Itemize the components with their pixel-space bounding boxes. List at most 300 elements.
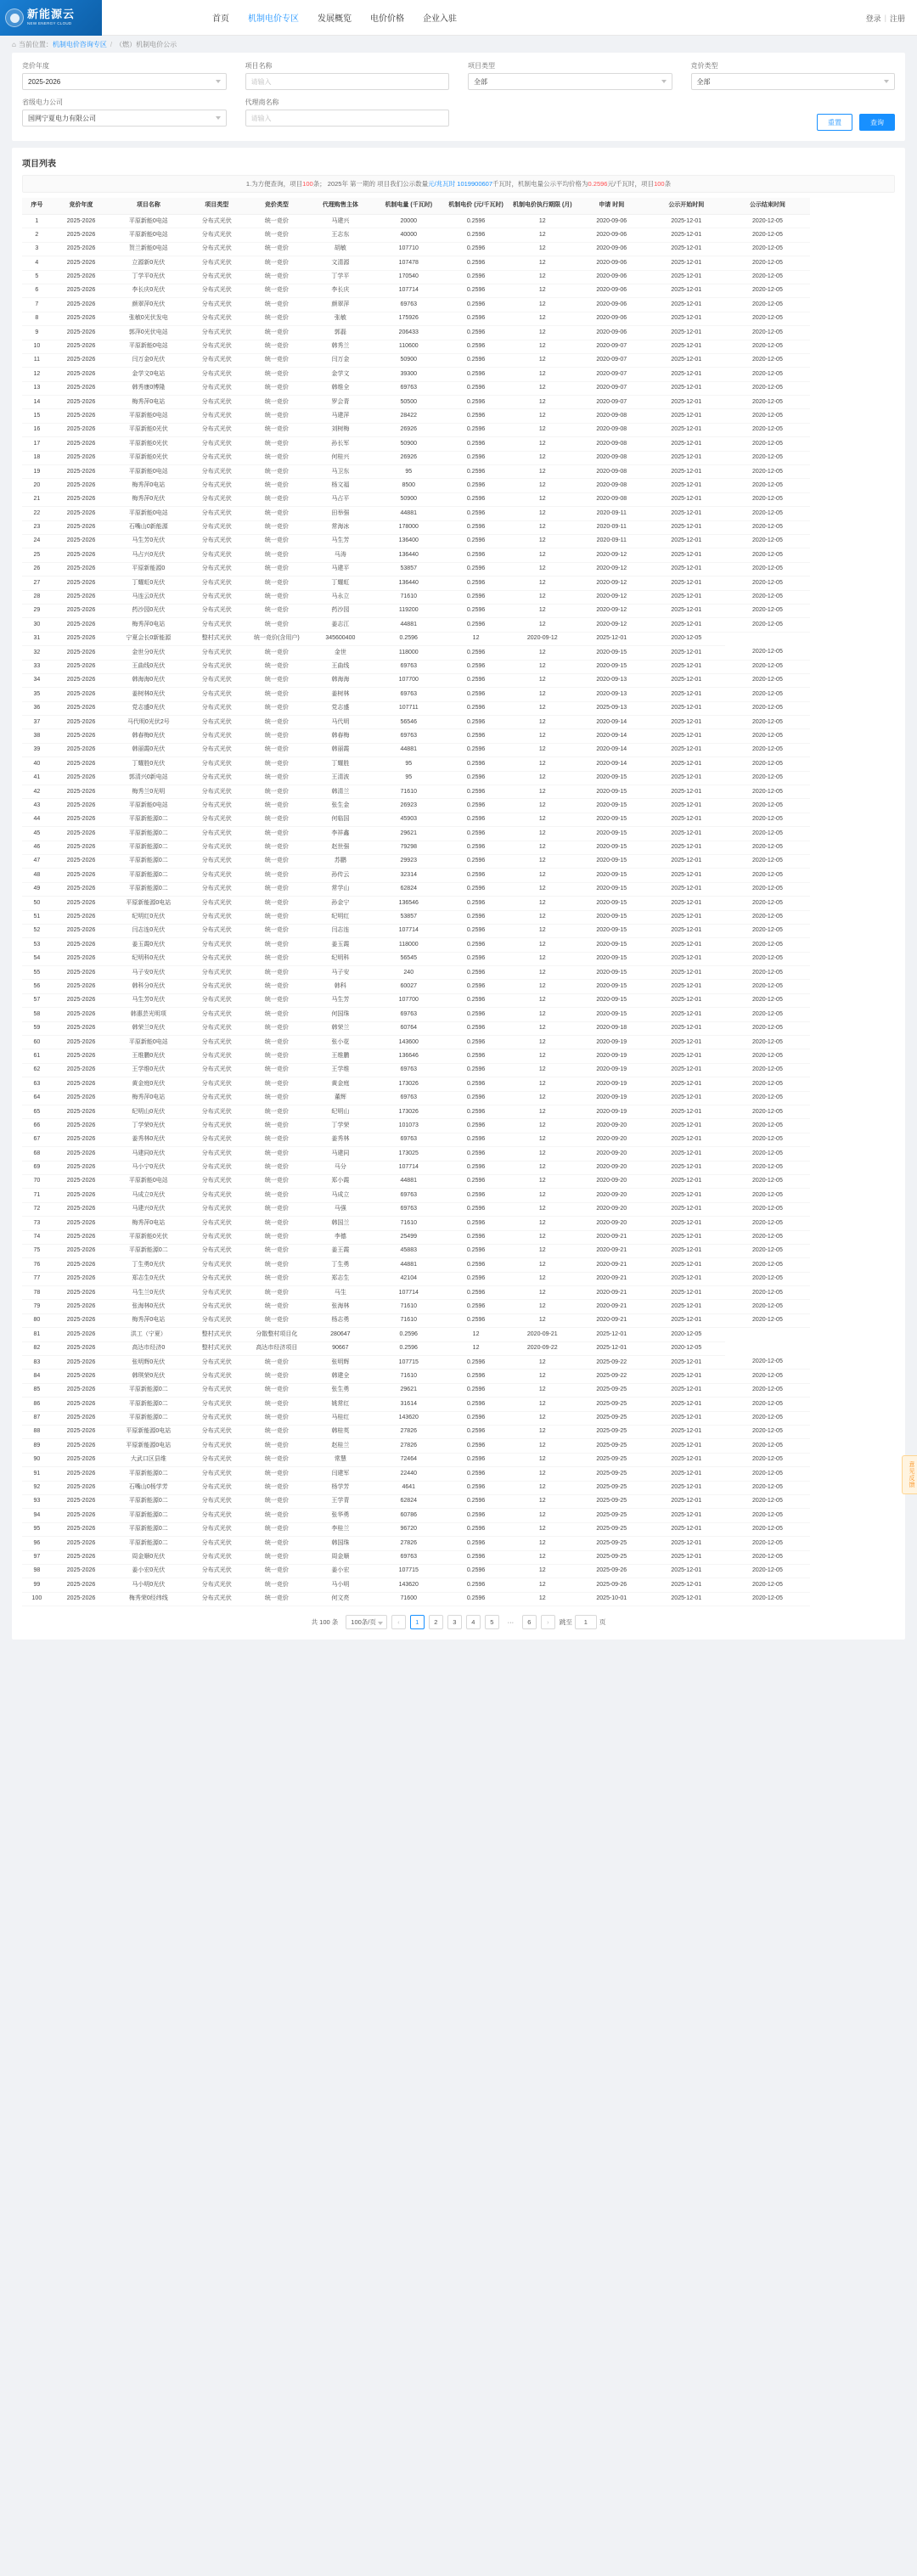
cell-c7: 0.2596 xyxy=(442,1509,509,1522)
cell-c2: 平原新能0电站 xyxy=(110,1174,186,1188)
cell-c5: 王志东 xyxy=(307,228,374,242)
cell-c11: 2020-12-05 xyxy=(725,242,810,256)
cell-c2: 平原新能0光伏 xyxy=(110,423,186,436)
table-row[interactable] xyxy=(22,980,895,993)
cell-c2: 贺兰新能0电站 xyxy=(110,242,186,256)
cell-c6: 136646 xyxy=(374,1049,442,1063)
table-row[interactable] xyxy=(22,1578,895,1592)
table-row[interactable] xyxy=(22,423,895,436)
cell-c6: 143600 xyxy=(374,1036,442,1049)
cell-c5: 马强 xyxy=(307,1202,374,1216)
cell-c2: 张敏0光伏发电 xyxy=(110,312,186,325)
table-row[interactable] xyxy=(22,966,895,980)
cell-c7: 0.2596 xyxy=(442,1398,509,1411)
table-row[interactable] xyxy=(22,910,895,924)
table-row[interactable] xyxy=(22,1161,895,1174)
cell-c6: 240 xyxy=(374,966,442,980)
table-row[interactable] xyxy=(22,882,895,896)
cell-c8: 12 xyxy=(509,660,576,673)
cell-c0: 27 xyxy=(22,577,52,590)
cell-c9: 2020-09-19 xyxy=(576,1036,648,1049)
cell-c0: 19 xyxy=(22,465,52,479)
table-row[interactable] xyxy=(22,548,895,562)
cell-c3: 分布式光伏 xyxy=(186,312,247,325)
cell-c0: 41 xyxy=(22,771,52,785)
cell-c8: 12 xyxy=(509,312,576,325)
nav-item-price-zone[interactable]: 机制电价专区 xyxy=(248,14,299,24)
cell-c8: 12 xyxy=(509,771,576,785)
table-row[interactable] xyxy=(22,1063,895,1077)
power-company-select[interactable] xyxy=(22,110,227,127)
nav-item-price[interactable]: 电价价格 xyxy=(370,14,404,24)
site-logo[interactable] xyxy=(0,0,102,36)
login-link[interactable]: 登录 xyxy=(865,14,881,23)
cell-c10: 2025-12-01 xyxy=(648,688,725,701)
agency-name-input[interactable] xyxy=(245,110,450,127)
cell-c2: 石嘴山0新能源 xyxy=(110,520,186,534)
cell-c7: 0.2596 xyxy=(442,437,509,451)
table-row[interactable] xyxy=(22,396,895,409)
cell-c9: 2020-09-12 xyxy=(576,562,648,576)
table-row[interactable] xyxy=(22,451,895,464)
table-row[interactable] xyxy=(22,1077,895,1091)
cell-c4: 统一竞价 xyxy=(247,326,307,340)
cell-c6: 25499 xyxy=(374,1230,442,1244)
cell-c2: 郭萍0光伏电站 xyxy=(110,326,186,340)
cell-c2: 平原新能源0二 xyxy=(110,1244,186,1257)
cell-c6: 119200 xyxy=(374,604,442,617)
table-row[interactable] xyxy=(22,1021,895,1035)
table-row[interactable] xyxy=(22,381,895,395)
table-row[interactable] xyxy=(22,1230,895,1244)
cell-c2: 韩秀康0博隆 xyxy=(110,381,186,395)
cell-c6: 107714 xyxy=(374,1286,442,1300)
cell-c10: 2025-12-01 xyxy=(648,423,725,436)
cell-c5: 张海林 xyxy=(307,1300,374,1313)
cell-c5: 丁学荣 xyxy=(307,1119,374,1133)
cell-c5: 党志盛 xyxy=(307,701,374,715)
cell-c4: 统一竞价 xyxy=(247,353,307,367)
cell-c10: 2025-12-01 xyxy=(648,1522,725,1536)
project-name-input[interactable] xyxy=(245,73,450,90)
cell-c7: 0.2596 xyxy=(442,1008,509,1021)
cell-c9: 2020-09-07 xyxy=(576,396,648,409)
cell-c10: 2025-12-01 xyxy=(648,1509,725,1522)
table-row[interactable] xyxy=(22,1119,895,1133)
cell-c8: 12 xyxy=(509,1036,576,1049)
pagination-page-1[interactable]: 1 xyxy=(410,1615,425,1629)
table-row[interactable] xyxy=(22,1147,895,1161)
cell-c8: 12 xyxy=(509,813,576,826)
breadcrumb-item-current: （燃）机制电价公示 xyxy=(115,40,177,48)
table-row[interactable] xyxy=(22,660,895,673)
cell-c5: 丁耀虹 xyxy=(307,577,374,590)
table-row[interactable] xyxy=(22,854,895,868)
table-row[interactable] xyxy=(22,228,895,242)
projects-table xyxy=(22,198,895,1606)
cell-c9: 2020-09-15 xyxy=(576,910,648,924)
cell-c10: 2025-12-01 xyxy=(648,673,725,687)
cell-c5: 闫志连 xyxy=(307,924,374,937)
cell-c0: 25 xyxy=(22,548,52,562)
table-row[interactable] xyxy=(22,1300,895,1313)
cell-c11: 2020-12-05 xyxy=(725,604,810,617)
cell-c2: 李长庆0光伏 xyxy=(110,284,186,297)
table-row[interactable] xyxy=(22,1356,895,1370)
table-row[interactable] xyxy=(22,312,895,325)
table-row[interactable] xyxy=(22,1174,895,1188)
table-row[interactable] xyxy=(22,716,895,729)
cell-c4: 统一竞价 xyxy=(247,882,307,896)
cell-c4: 统一竞价 xyxy=(247,507,307,520)
cell-c2: 平原新能源0电站 xyxy=(110,1425,186,1438)
year-select[interactable] xyxy=(22,73,227,90)
table-row[interactable] xyxy=(22,673,895,687)
cell-c10: 2025-12-01 xyxy=(648,729,725,743)
table-row[interactable] xyxy=(22,1105,895,1119)
cell-c9: 2025-09-22 xyxy=(576,1356,648,1370)
cell-c2: 梅秀萍0电站 xyxy=(110,479,186,492)
table-row[interactable] xyxy=(22,1564,895,1578)
table-row[interactable] xyxy=(22,520,895,534)
table-row[interactable] xyxy=(22,1467,895,1481)
cell-c2: 马生兰0光伏 xyxy=(110,1286,186,1300)
cell-c8: 12 xyxy=(509,1161,576,1174)
table-row[interactable] xyxy=(22,604,895,617)
cell-c7: 12 xyxy=(442,1341,509,1355)
cell-c9: 2020-09-11 xyxy=(576,520,648,534)
table-row[interactable] xyxy=(22,284,895,297)
table-row[interactable] xyxy=(22,1453,895,1466)
cell-c8: 2020-09-22 xyxy=(509,1341,576,1355)
cell-c6: 71610 xyxy=(374,1313,442,1327)
cell-c9: 2020-09-15 xyxy=(576,771,648,785)
pagination-page-4[interactable]: 4 xyxy=(466,1615,481,1629)
cell-c1: 2025-2026 xyxy=(52,757,111,771)
cell-c3: 分布式光伏 xyxy=(186,618,247,632)
cell-c11: 2020-12-05 xyxy=(725,924,810,937)
cell-c0: 1 xyxy=(22,215,52,228)
table-row[interactable] xyxy=(22,729,895,743)
cell-c8: 12 xyxy=(509,270,576,284)
cell-c5: 张生金 xyxy=(307,799,374,813)
table-row[interactable] xyxy=(22,298,895,312)
cell-c3: 分布式光伏 xyxy=(186,479,247,492)
label-project-name: 项目名称 xyxy=(245,62,273,70)
cell-c6: 26926 xyxy=(374,451,442,464)
cell-c7: 0.2596 xyxy=(442,228,509,242)
table-row[interactable] xyxy=(22,1522,895,1536)
table-row[interactable] xyxy=(22,757,895,771)
table-row[interactable] xyxy=(22,993,895,1007)
cell-c4: 统一竞价 xyxy=(247,451,307,464)
cell-c11: 2020-12-05 xyxy=(725,618,810,632)
field-power-company xyxy=(22,98,227,127)
table-row[interactable] xyxy=(22,938,895,952)
table-row[interactable] xyxy=(22,270,895,284)
cell-c0: 37 xyxy=(22,716,52,729)
cell-c1: 2025-2026 xyxy=(52,1174,111,1188)
account-actions xyxy=(866,0,905,36)
cell-c9: 2025-09-25 xyxy=(576,1439,648,1453)
cell-c2: 平原新能源0二 xyxy=(110,1537,186,1550)
table-row[interactable] xyxy=(22,562,895,576)
table-row[interactable] xyxy=(22,465,895,479)
table-row[interactable] xyxy=(22,1592,895,1606)
pagination-page-5[interactable]: 5 xyxy=(485,1615,499,1629)
cell-c10: 2025-12-01 xyxy=(648,841,725,854)
cell-c7: 0.2596 xyxy=(442,1230,509,1244)
cell-c2: 平原新能源0 xyxy=(110,562,186,576)
cell-c9: 2025-12-01 xyxy=(576,1328,648,1341)
table-row[interactable] xyxy=(22,326,895,340)
table-row[interactable] xyxy=(22,1091,895,1105)
register-link[interactable]: 注册 xyxy=(889,14,905,23)
table-row[interactable] xyxy=(22,242,895,256)
cell-c5: 姜秀林 xyxy=(307,1133,374,1146)
table-row[interactable] xyxy=(22,1133,895,1146)
cell-c1: 2025-2026 xyxy=(52,897,111,910)
cell-c1: 2025-2026 xyxy=(52,1161,111,1174)
cell-c5: 闫建军 xyxy=(307,1467,374,1481)
cell-c1: 2025-2026 xyxy=(52,716,111,729)
cell-c2: 马代明0光伏2号 xyxy=(110,716,186,729)
table-row[interactable] xyxy=(22,1341,895,1355)
cell-c2: 平原新能0电站 xyxy=(110,228,186,242)
cell-c8: 12 xyxy=(509,785,576,799)
table-row[interactable] xyxy=(22,646,895,660)
table-row[interactable] xyxy=(22,1328,895,1341)
nav-item-overview[interactable]: 发展概览 xyxy=(318,14,352,24)
nav-item-enterprise[interactable]: 企业入驻 xyxy=(423,14,457,24)
cell-c0: 30 xyxy=(22,618,52,632)
project-type-select[interactable] xyxy=(468,73,672,90)
cell-c10: 2025-12-01 xyxy=(648,381,725,395)
cell-c0: 63 xyxy=(22,1077,52,1091)
table-row[interactable] xyxy=(22,1425,895,1438)
cell-c11: 2020-12-05 xyxy=(725,1244,810,1257)
table-row[interactable] xyxy=(22,437,895,451)
nav-item-home[interactable]: 首页 xyxy=(212,14,229,24)
table-row[interactable] xyxy=(22,771,895,785)
table-row[interactable] xyxy=(22,827,895,841)
table-row[interactable] xyxy=(22,577,895,590)
reset-button[interactable]: 重置 xyxy=(817,114,852,131)
table-row[interactable] xyxy=(22,632,895,645)
table-row[interactable] xyxy=(22,743,895,756)
table-row[interactable] xyxy=(22,409,895,423)
th-publish-start: 公示开始时间 xyxy=(648,198,725,214)
cell-c6: 107711 xyxy=(374,701,442,715)
cell-c11: 2020-12-05 xyxy=(725,966,810,980)
table-row[interactable] xyxy=(22,1008,895,1021)
cell-c4: 统一竞价 xyxy=(247,1189,307,1202)
pagination-page-2[interactable]: 2 xyxy=(429,1615,443,1629)
jump-input[interactable]: 1 xyxy=(575,1615,597,1629)
page-size-select[interactable] xyxy=(346,1615,387,1629)
cell-c11: 2020-12-05 xyxy=(725,1578,810,1592)
table-row[interactable] xyxy=(22,1550,895,1564)
cell-c11: 2020-12-05 xyxy=(725,1481,810,1494)
table-row[interactable] xyxy=(22,1286,895,1300)
table-row[interactable] xyxy=(22,1481,895,1494)
cell-c3: 分布式光伏 xyxy=(186,1258,247,1272)
table-row[interactable] xyxy=(22,534,895,548)
cell-c1: 2025-2026 xyxy=(52,520,111,534)
cell-c0: 89 xyxy=(22,1439,52,1453)
cell-c7: 0.2596 xyxy=(442,409,509,423)
cell-c0: 96 xyxy=(22,1537,52,1550)
cell-c2: 纪明山0光伏 xyxy=(110,1105,186,1119)
table-row[interactable] xyxy=(22,1537,895,1550)
table-header-row xyxy=(22,198,895,214)
table-row[interactable] xyxy=(22,256,895,270)
cell-c6: 50500 xyxy=(374,396,442,409)
cell-c0: 20 xyxy=(22,479,52,492)
cell-c3: 分布式光伏 xyxy=(186,701,247,715)
table-row[interactable] xyxy=(22,618,895,632)
table-row[interactable] xyxy=(22,368,895,381)
table-row[interactable] xyxy=(22,1398,895,1411)
cell-c7: 0.2596 xyxy=(442,548,509,562)
table-title: 项目列表 xyxy=(22,160,56,169)
table-row[interactable] xyxy=(22,1313,895,1327)
table-row[interactable] xyxy=(22,1439,895,1453)
table-row[interactable] xyxy=(22,799,895,813)
cell-c4: 统一竞价 xyxy=(247,980,307,993)
cell-c10: 2025-12-01 xyxy=(648,980,725,993)
cell-c10: 2025-12-01 xyxy=(648,646,725,660)
table-row[interactable] xyxy=(22,1202,895,1216)
cell-c8: 12 xyxy=(509,1522,576,1536)
cell-c0: 59 xyxy=(22,1021,52,1035)
cell-c4: 统一竞价 xyxy=(247,1077,307,1091)
table-row[interactable] xyxy=(22,492,895,506)
cell-c4: 统一竞价 xyxy=(247,1258,307,1272)
cell-c7: 0.2596 xyxy=(442,952,509,965)
cell-c4: 统一竞价 xyxy=(247,577,307,590)
table-row[interactable] xyxy=(22,1370,895,1383)
table-row[interactable] xyxy=(22,897,895,910)
table-row[interactable] xyxy=(22,841,895,854)
cell-c8: 12 xyxy=(509,534,576,548)
cell-c11: 2020-12-05 xyxy=(725,897,810,910)
cell-c0: 53 xyxy=(22,938,52,952)
cell-c5: 杨学芳 xyxy=(307,1481,374,1494)
table-row[interactable] xyxy=(22,590,895,604)
cell-c9: 2020-09-21 xyxy=(576,1313,648,1327)
table-row[interactable] xyxy=(22,869,895,882)
cell-c9: 2020-09-06 xyxy=(576,326,648,340)
cell-c10: 2025-12-01 xyxy=(648,869,725,882)
pagination-prev[interactable]: ‹ xyxy=(391,1615,406,1629)
cell-c1: 2025-2026 xyxy=(52,854,111,868)
cell-c11: 2020-12-05 xyxy=(725,1286,810,1300)
cell-c7: 0.2596 xyxy=(442,451,509,464)
cell-c2: 平原新能0电站 xyxy=(110,1036,186,1049)
cell-c7: 0.2596 xyxy=(442,1467,509,1481)
cell-c6: 136400 xyxy=(374,534,442,548)
label-project-type: 项目类型 xyxy=(468,62,495,70)
table-row[interactable] xyxy=(22,1189,895,1202)
cell-c4: 统一竞价 xyxy=(247,1049,307,1063)
cell-c8: 12 xyxy=(509,1105,576,1119)
feedback-tab[interactable]: 意见反馈 xyxy=(902,1455,917,1494)
field-agency-name xyxy=(245,98,450,127)
pagination-page-3[interactable]: 3 xyxy=(447,1615,462,1629)
cell-c11: 2020-12-05 xyxy=(725,813,810,826)
cell-c4: 统一竞价 xyxy=(247,1411,307,1425)
cell-c9: 2025-09-25 xyxy=(576,1481,648,1494)
breadcrumb-item-zone[interactable]: 机制电价咨询专区 xyxy=(52,40,107,48)
cell-c10: 2020-12-05 xyxy=(648,1341,725,1355)
pagination-next[interactable]: › xyxy=(541,1615,555,1629)
table-row[interactable] xyxy=(22,952,895,965)
search-button[interactable]: 查询 xyxy=(859,114,895,131)
cell-c9: 2025-09-26 xyxy=(576,1564,648,1578)
cell-c6: 95 xyxy=(374,757,442,771)
cell-c2: 周金顺0光伏 xyxy=(110,1550,186,1564)
table-row[interactable] xyxy=(22,1509,895,1522)
cell-c7: 0.2596 xyxy=(442,520,509,534)
pagination-page-6[interactable]: 6 xyxy=(522,1615,537,1629)
table-row[interactable] xyxy=(22,1244,895,1257)
cell-c4: 统一竞价 xyxy=(247,520,307,534)
cell-c10: 2025-12-01 xyxy=(648,1467,725,1481)
cell-c3: 分布式光伏 xyxy=(186,716,247,729)
cell-c4: 统一竞价 xyxy=(247,1244,307,1257)
table-row[interactable] xyxy=(22,688,895,701)
table-row[interactable] xyxy=(22,924,895,937)
table-row[interactable] xyxy=(22,215,895,228)
cell-c3: 分布式光伏 xyxy=(186,882,247,896)
table-row[interactable] xyxy=(22,507,895,520)
cell-c4: 统一竞价 xyxy=(247,869,307,882)
cell-c0: 40 xyxy=(22,757,52,771)
cell-c2: 平原新能源0电站 xyxy=(110,897,186,910)
bid-type-select[interactable] xyxy=(691,73,896,90)
table-row[interactable] xyxy=(22,1036,895,1049)
cell-c11: 2020-12-05 xyxy=(725,1425,810,1438)
table-row[interactable] xyxy=(22,1494,895,1508)
table-row[interactable] xyxy=(22,479,895,492)
cell-c0: 67 xyxy=(22,1133,52,1146)
table-row[interactable] xyxy=(22,1383,895,1397)
table-row[interactable] xyxy=(22,353,895,367)
table-row[interactable] xyxy=(22,1411,895,1425)
cell-c6: 40000 xyxy=(374,228,442,242)
cell-c8: 12 xyxy=(509,423,576,436)
table-row[interactable] xyxy=(22,813,895,826)
cell-c1: 2025-2026 xyxy=(52,1494,111,1508)
cell-c10: 2025-12-01 xyxy=(648,604,725,617)
table-row[interactable] xyxy=(22,785,895,799)
cell-c4: 统一竞价 xyxy=(247,1036,307,1049)
table-row[interactable] xyxy=(22,1258,895,1272)
cell-c6: 31614 xyxy=(374,1398,442,1411)
cell-c3: 分布式光伏 xyxy=(186,1411,247,1425)
table-row[interactable] xyxy=(22,1217,895,1230)
cell-c7: 0.2596 xyxy=(442,1481,509,1494)
table-row[interactable] xyxy=(22,1049,895,1063)
cell-c0: 85 xyxy=(22,1383,52,1397)
table-row[interactable] xyxy=(22,340,895,353)
table-row[interactable] xyxy=(22,1272,895,1285)
cell-c7: 0.2596 xyxy=(442,1258,509,1272)
cell-c7: 0.2596 xyxy=(442,799,509,813)
cell-c2: 张海林0光伏 xyxy=(110,1300,186,1313)
table-row[interactable] xyxy=(22,701,895,715)
